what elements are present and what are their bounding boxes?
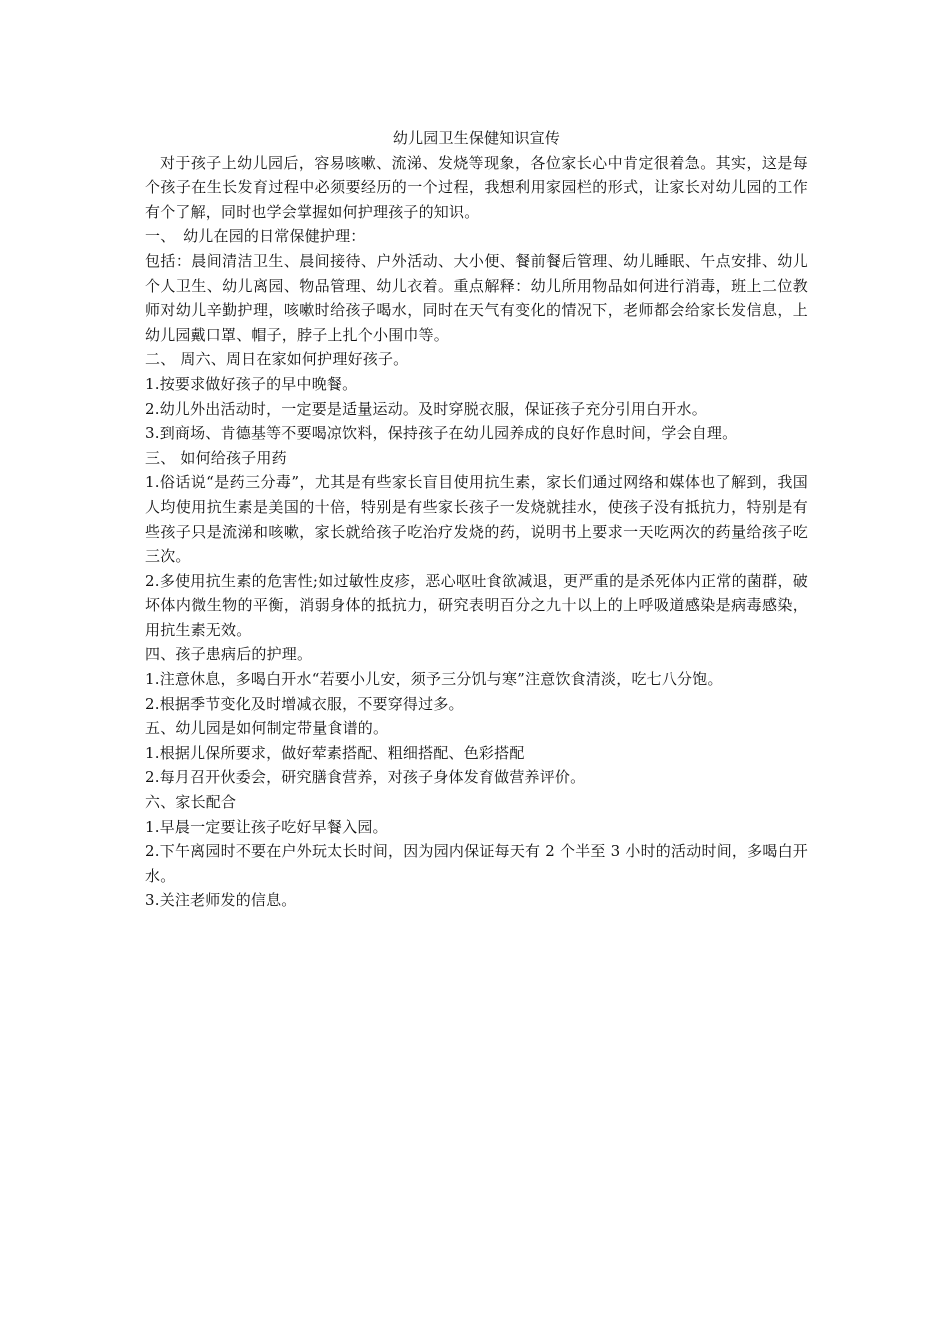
section-1-heading: 一、 幼儿在园的日常保健护理： bbox=[145, 227, 366, 246]
section-2-item-1: 1.按要求做好孩子的早中晚餐。 bbox=[145, 374, 358, 393]
section-3-item-1: 1.俗话说“是药三分毒”，尤其是有些家长盲目使用抗生素，家长们通过网络和媒体也了解到，我国人均使用抗生素是美国的十倍，特别是有些家长孩子一发烧就挂水，使孩子没有抵抗力，特别是有些孩子只是流涕和咳嗽，家长就给孩子吃治疗发烧的药，说明书上要求一天吃两次的药量给孩子吃三次。 bbox=[145, 473, 808, 566]
section-5-heading: 五、幼儿园是如何制定带量食谱的。 bbox=[145, 719, 389, 738]
section-2-item-2: 2.幼儿外出活动时，一定要是适量运动。及时穿脱衣服，保证孩子充分引用白开水。 bbox=[145, 399, 707, 418]
section-5-item-2: 2.每月召开伙委会，研究膳食营养，对孩子身体发育做营养评价。 bbox=[145, 768, 586, 787]
section-5-item-1: 1.根据儿保所要求，做好荤素搭配、粗细搭配、色彩搭配 bbox=[145, 743, 525, 762]
section-3-item-2: 2.多使用抗生素的危害性;如过敏性皮疹，恶心呕吐食欲减退，更严重的是杀死体内正常的菌群，破坏体内微生物的平衡，消弱身体的抵抗力，研究表明百分之九十以上的上呼吸道感染是病毒感染，用抗生素无效。 bbox=[145, 571, 808, 639]
document-page bbox=[145, 126, 808, 913]
section-4-item-2: 2.根据季节变化及时增减衣服，不要穿得过多。 bbox=[145, 694, 464, 713]
section-2-item-3: 3.到商场、肯德基等不要喝凉饮料，保持孩子在幼儿园养成的良好作息时间，学会自理。 bbox=[145, 424, 738, 443]
section-6-item-1: 1.早晨一定要让孩子吃好早餐入园。 bbox=[145, 817, 388, 836]
section-4-item-1: 1.注意休息，多喝白开水“若要小儿安，须予三分饥与寒”注意饮食清淡，吃七八分饱。 bbox=[145, 670, 723, 689]
section-3-heading: 三、 如何给孩子用药 bbox=[145, 448, 287, 467]
section-1-body: 包括：晨间清洁卫生、晨间接待、户外活动、大小便、餐前餐后管理、幼儿睡眠、午点安排、幼儿个人卫生、幼儿离园、物品管理、幼儿衣着。重点解释：幼儿所用物品如何进行消毒，班上二位教师对幼儿辛勤护理，咳嗽时给孩子喝水，同时在天气有变化的情况下，老师都会给家长发信息，上幼儿园戴口罩、帽子，脖子上扎个小围巾等。 bbox=[145, 251, 808, 344]
document-title: 幼儿园卫生保健知识宣传 bbox=[392, 129, 561, 147]
section-6-heading: 六、家长配合 bbox=[145, 793, 237, 812]
section-2-heading: 二、 周六、周日在家如何护理好孩子。 bbox=[145, 350, 409, 369]
section-6-item-2: 2.下午离园时不要在户外玩太长时间，因为园内保证每天有 2 个半至 3 小时的活动时间，多喝白开水。 bbox=[145, 842, 808, 885]
section-6-item-3: 3.关注老师发的信息。 bbox=[145, 891, 297, 910]
section-4-heading: 四、孩子患病后的护理。 bbox=[145, 645, 313, 664]
intro-paragraph: 对于孩子上幼儿园后，容易咳嗽、流涕、发烧等现象，各位家长心中肯定很着急。其实，这是每个孩子在生长发育过程中必须要经历的一个过程，我想利用家园栏的形式，让家长对幼儿园的工作有个了解，同时也学会掌握如何护理孩子的知识。 bbox=[145, 153, 808, 221]
